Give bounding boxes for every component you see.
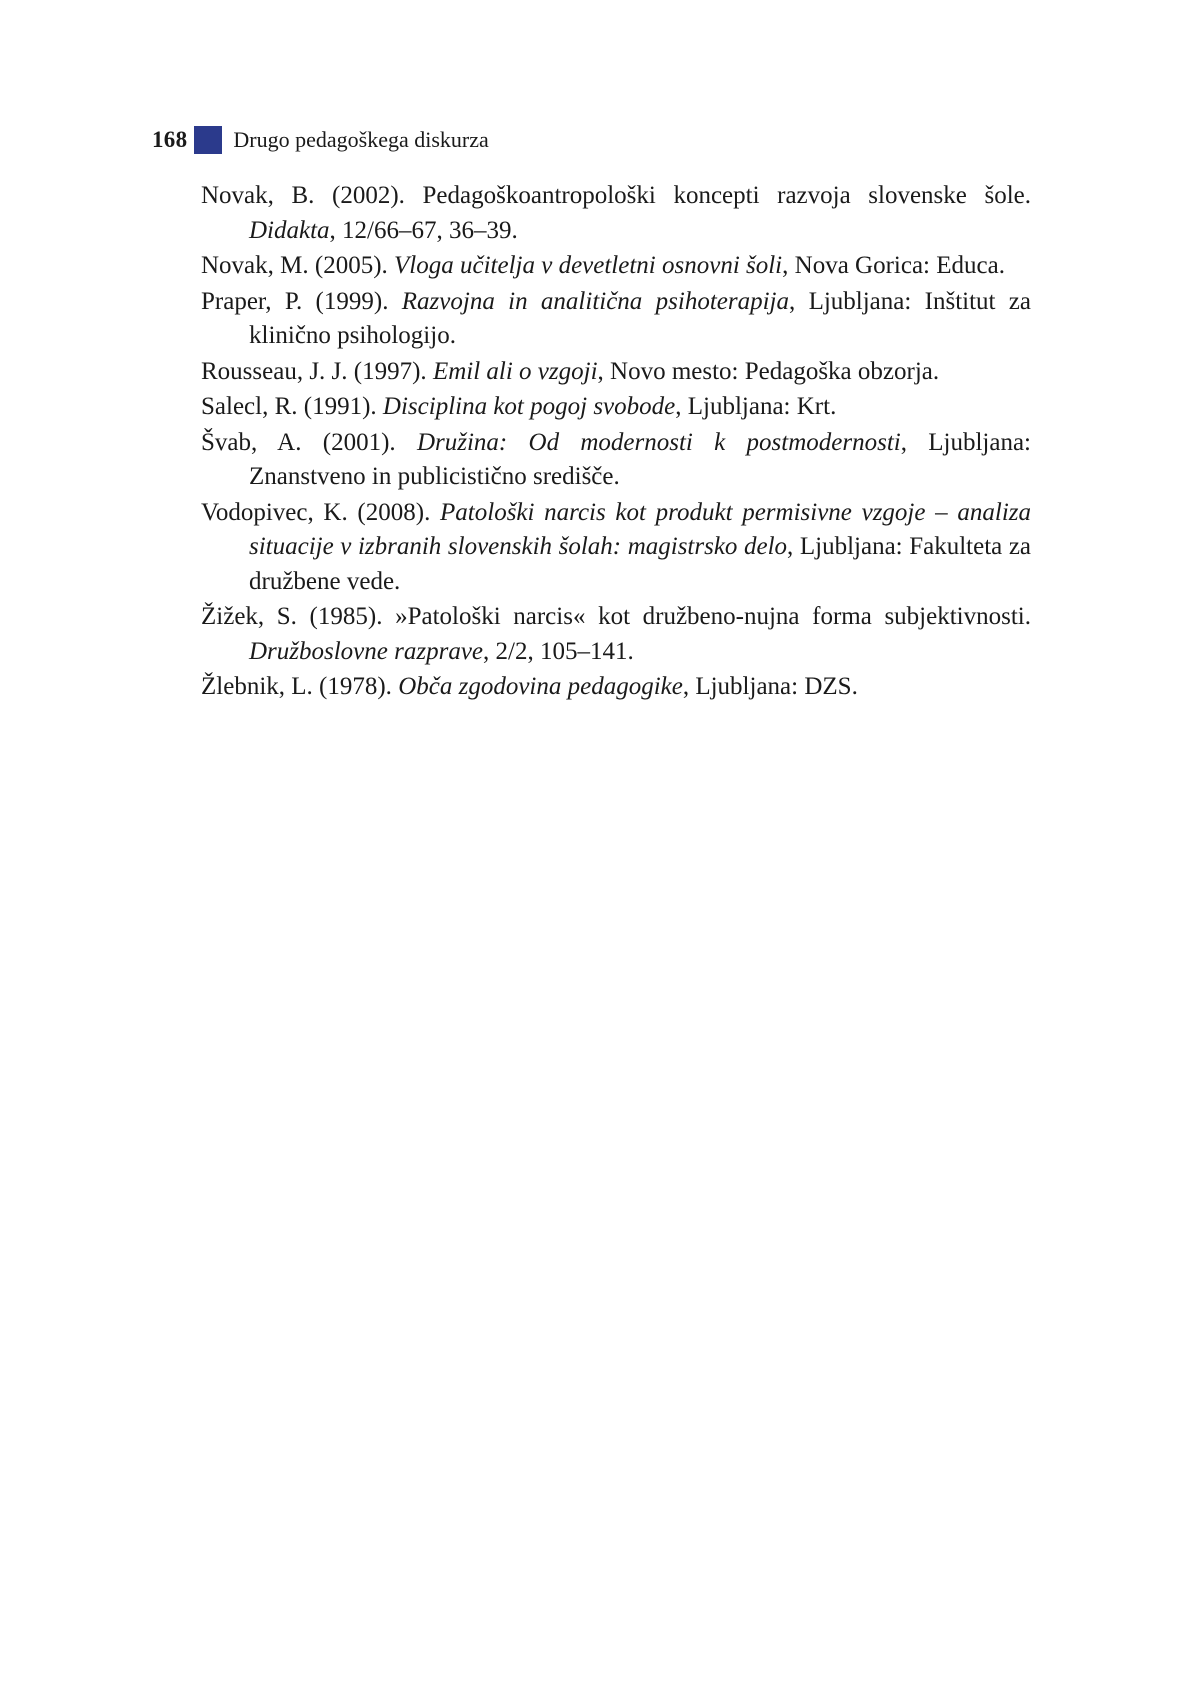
- reference-italic-title: Vloga učitelja v devetletni osnovni šoli: [394, 252, 783, 279]
- reference-details: , Ljubljana: Znanstveno in publicistično središče.: [249, 428, 1032, 490]
- reference-entry: [201, 249, 1031, 284]
- reference-details: , Ljubljana: Fakulteta za družbene vede.: [249, 533, 1032, 595]
- reference-italic-title: Obča zgodovina pedagogike: [398, 673, 683, 700]
- reference-italic-title: Disciplina kot pogoj svobode: [382, 393, 676, 420]
- reference-entry: [201, 179, 1031, 248]
- reference-author-year: Praper, P. (1999).: [201, 287, 402, 315]
- reference-author-year: Vodopivec, K. (2008).: [201, 498, 441, 526]
- reference-italic-title: Didakta: [249, 216, 330, 244]
- reference-details: , Ljubljana: Inštitut za klinično psihologijo.: [249, 287, 1032, 349]
- page-number: 168: [152, 127, 188, 152]
- reference-article-title: Pedagoškoantropološki koncepti razvoja slovenske šole.: [422, 182, 1031, 209]
- reference-entry: [201, 390, 1031, 425]
- reference-italic-title: Družina: Od modernosti k postmodernosti: [416, 428, 901, 456]
- header-square-marker: [194, 126, 222, 154]
- reference-author-year: Švab, A. (2001).: [201, 428, 417, 456]
- reference-author-year: Novak, B. (2002).: [201, 182, 423, 209]
- reference-details: , Novo mesto: Pedagoška obzorja.: [597, 357, 940, 385]
- reference-list: [201, 179, 1031, 706]
- reference-author-year: Žižek, S. (1985).: [201, 603, 396, 630]
- reference-italic-title: Družboslovne razprave: [249, 637, 484, 665]
- reference-details: , 12/66–67, 36–39.: [329, 216, 518, 244]
- reference-entry: [201, 426, 1031, 495]
- reference-entry: [201, 496, 1031, 600]
- reference-details: , Ljubljana: Krt.: [675, 393, 837, 420]
- reference-entry: [201, 600, 1031, 669]
- reference-author-year: Salecl, R. (1991).: [201, 393, 383, 420]
- reference-italic-title: Patološki narcis kot produkt permisivne vzgoje – analiza situacije v izbranih slovenskih šolah: magistrsko delo: [249, 498, 1031, 560]
- reference-details: , Nova Gorica: Educa.: [782, 252, 1005, 279]
- reference-italic-title: Razvojna in analitična psihoterapija: [401, 287, 789, 315]
- reference-author-year: Rousseau, J. J. (1997).: [201, 357, 433, 385]
- reference-entry: [201, 285, 1031, 354]
- reference-italic-title: Emil ali o vzgoji: [432, 357, 598, 385]
- reference-entry: [201, 670, 1031, 705]
- reference-article-title: »Patološki narcis« kot družbeno-nujna forma subjektivnosti.: [395, 603, 1031, 630]
- running-header: [152, 124, 489, 156]
- reference-details: , 2/2, 105–141.: [483, 637, 634, 665]
- reference-entry: [201, 355, 1031, 390]
- reference-author-year: Žlebnik, L. (1978).: [201, 673, 399, 700]
- reference-author-year: Novak, M. (2005).: [201, 252, 395, 279]
- reference-details: , Ljubljana: DZS.: [682, 673, 858, 700]
- running-header-title: Drugo pedagoškega diskurza: [233, 127, 489, 152]
